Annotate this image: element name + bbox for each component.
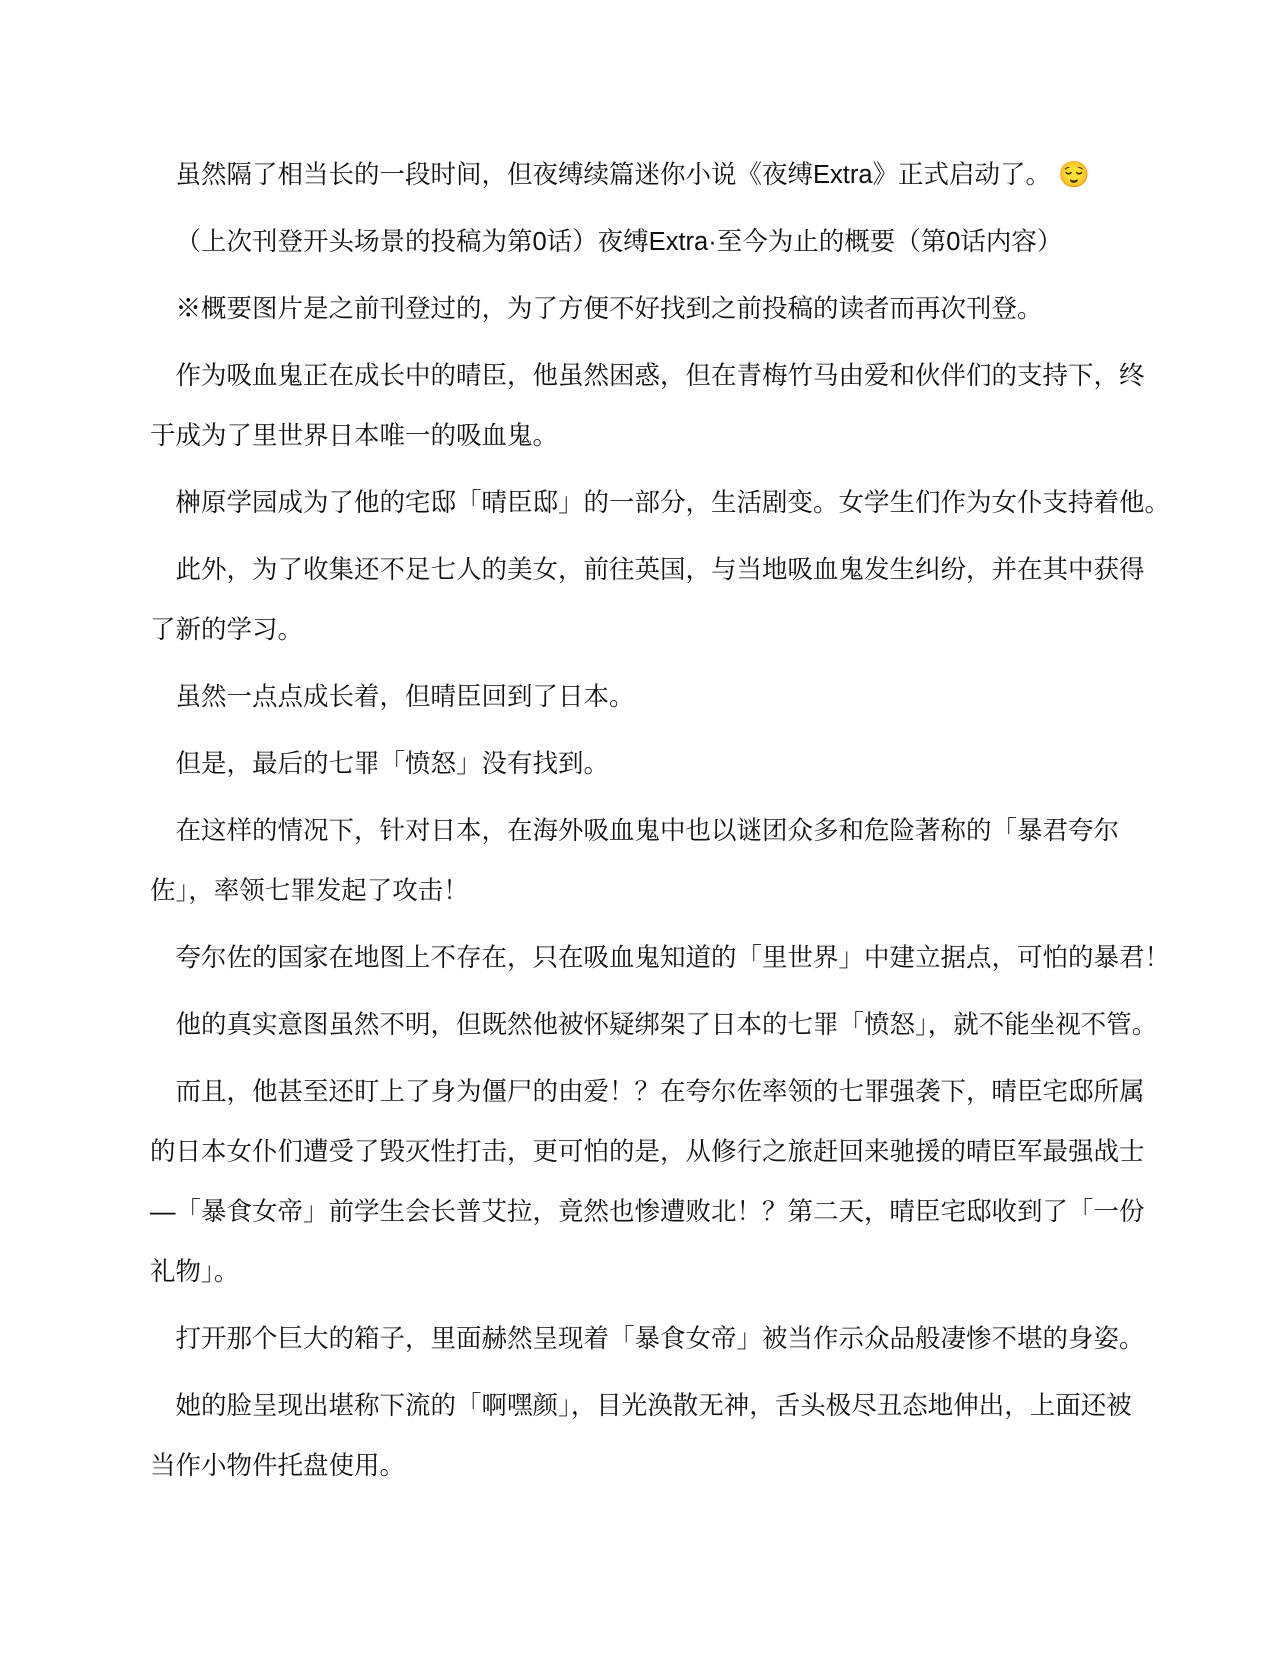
paragraph xyxy=(150,212,1200,272)
paragraph-line: 打开那个巨大的箱子，里面赫然呈现着「暴食女帝」被当作示众品般凄惨不堪的身姿。 xyxy=(175,1325,1145,1353)
paragraph-line: 榊原学园成为了他的宅邸「晴臣邸」的一部分，生活剧变。女学生们作为女仆支持着他。 xyxy=(175,489,1171,517)
paragraph-line: 她的脸呈现出堪称下流的「啊嘿颜」，目光涣散无神，舌头极尽丑态地伸出，上面还被 xyxy=(175,1392,1132,1420)
paragraph xyxy=(150,995,1200,1055)
document-body xyxy=(150,145,1200,1496)
paragraph-line: 但是，最后的七罪「愤怒」没有找到。 xyxy=(175,750,610,778)
paragraph-line: 礼物」。 xyxy=(150,1258,240,1286)
paragraph xyxy=(150,473,1200,533)
paragraph-line: ※概要图片是之前刊登过的，为了方便不好找到之前投稿的读者而再次刊登。 xyxy=(175,295,1043,323)
paragraph-line: 虽然隔了相当长的一段时间，但夜缚续篇迷你小说《夜缚Extra》正式启动了。 😌 xyxy=(175,161,1090,189)
paragraph xyxy=(150,801,1200,921)
paragraph-line: 夸尔佐的国家在地图上不存在，只在吸血鬼知道的「里世界」中建立据点，可怕的暴君！ xyxy=(175,944,1171,972)
paragraph-line: 此外，为了收集还不足七人的美女，前往英国，与当地吸血鬼发生纠纷，并在其中获得 xyxy=(175,556,1145,584)
paragraph-line: （上次刊登开头场景的投稿为第0话）夜缚Extra·至今为止的概要（第0话内容） xyxy=(175,228,1063,256)
paragraph-line: 作为吸血鬼正在成长中的晴臣，他虽然困惑，但在青梅竹马由爱和伙伴们的支持下，终 xyxy=(175,362,1145,390)
paragraph xyxy=(150,346,1200,466)
paragraph xyxy=(150,1062,1200,1302)
paragraph-line: 他的真实意图虽然不明，但既然他被怀疑绑架了日本的七罪「愤怒」，就不能坐视不管。 xyxy=(175,1011,1158,1039)
paragraph-line: 佐」，率领七罪发起了攻击！ xyxy=(150,877,469,905)
paragraph xyxy=(150,279,1200,339)
paragraph-line: 虽然一点点成长着，但晴臣回到了日本。 xyxy=(175,683,635,711)
paragraph xyxy=(150,540,1200,660)
paragraph-line: 于成为了里世界日本唯一的吸血鬼。 xyxy=(150,422,559,450)
paragraph xyxy=(150,667,1200,727)
paragraph-line: 的日本女仆们遭受了毁灭性打击，更可怕的是，从修行之旅赶回来驰援的晴臣军最强战士 xyxy=(150,1138,1145,1166)
paragraph-line: 在这样的情况下，针对日本，在海外吸血鬼中也以谜团众多和危险著称的「暴君夸尔 xyxy=(175,817,1120,845)
paragraph xyxy=(150,1376,1200,1496)
paragraph-line: 了新的学习。 xyxy=(150,616,304,644)
paragraph xyxy=(150,734,1200,794)
paragraph xyxy=(150,145,1200,205)
paragraph-line: 当作小物件托盘使用。 xyxy=(150,1452,406,1480)
paragraph xyxy=(150,1309,1200,1369)
paragraph xyxy=(150,928,1200,988)
paragraph-line: —「暴食女帝」前学生会长普艾拉，竟然也惨遭败北！？第二天，晴臣宅邸收到了「一份 xyxy=(150,1198,1145,1226)
paragraph-line: 而且，他甚至还盯上了身为僵尸的由爱！？在夸尔佐率领的七罪强袭下，晴臣宅邸所属 xyxy=(175,1078,1145,1106)
